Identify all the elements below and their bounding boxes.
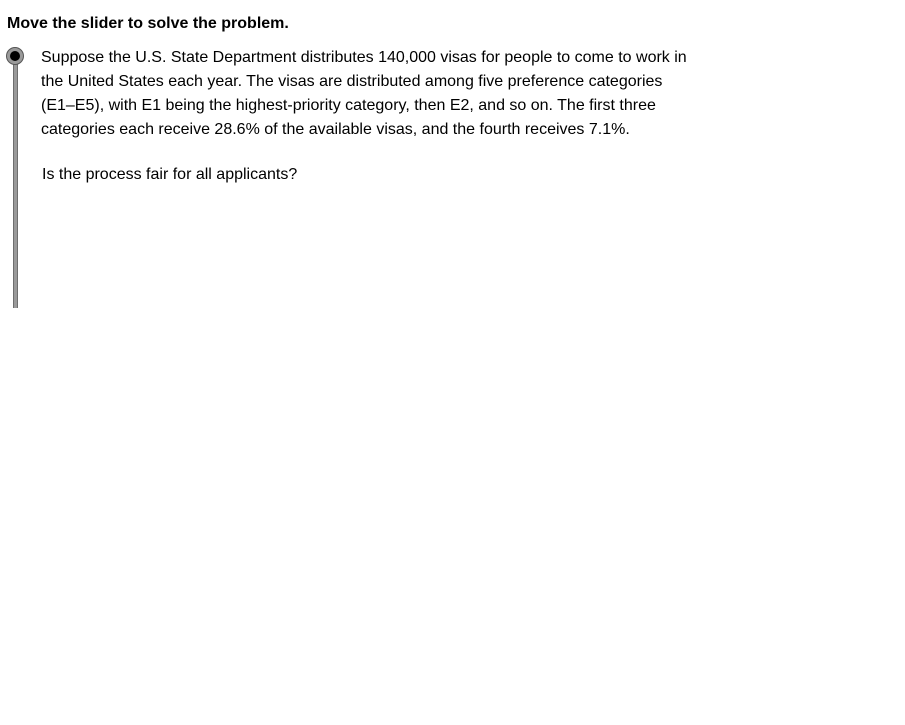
slider-thumb-dot — [10, 51, 20, 61]
problem-statement: Suppose the U.S. State Department distributes 140,000 visas for people to come to work in the United States each year. The visas are distributed among five preference categories (E1–E5), with E1 being the highest-priority category, then E2, and so on. The first three categories each receive 28.6% of the available visas, and the fourth receives 7.1%. — [41, 49, 687, 138]
problem-question: Is the process fair for all applicants? — [42, 166, 298, 183]
vertical-slider[interactable] — [5, 46, 25, 310]
slider-thumb[interactable] — [6, 47, 24, 65]
slider-track[interactable] — [13, 54, 18, 308]
instruction-heading: Move the slider to solve the problem. — [7, 15, 289, 32]
